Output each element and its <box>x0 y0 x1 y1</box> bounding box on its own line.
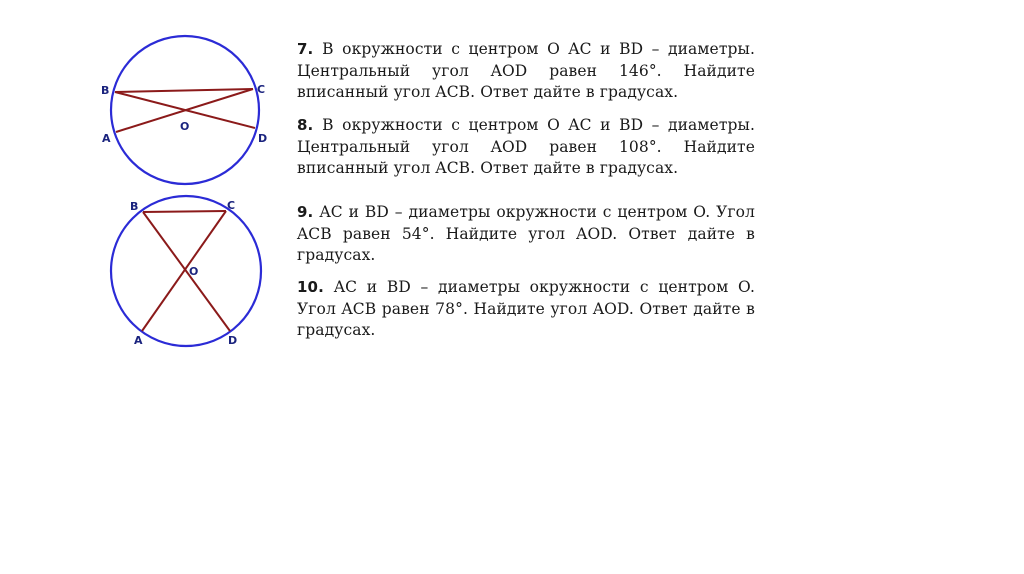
problem-text: В окружности с центром O AC и BD – диаметры. Центральный угол AOD равен 108°. Найдите вписанный угол ACB. Ответ дайте в градусах. <box>297 116 755 177</box>
diameter-bd-bottom <box>143 212 230 331</box>
problem-8 <box>297 115 755 180</box>
problem-text: AC и BD – диаметры окружности с центром O. Угол ACB равен 78°. Найдите угол AOD. Ответ дайте в градусах. <box>297 278 755 339</box>
geometry-figures <box>100 28 280 358</box>
label-b-bottom: B <box>130 200 139 213</box>
label-c-bottom: C <box>227 199 236 212</box>
figure-bottom <box>111 196 261 347</box>
problem-text: AC и BD – диаметры окружности с центром O. Угол ACB равен 54°. Найдите угол AOD. Ответ дайте в градусах. <box>297 203 755 264</box>
chord-bc-bottom <box>143 211 226 212</box>
label-d-top: D <box>258 132 268 145</box>
problem-10 <box>297 277 755 342</box>
problem-number: 10. <box>297 278 334 296</box>
problem-number: 7. <box>297 40 323 58</box>
label-o-bottom: O <box>189 265 199 278</box>
label-c-top: C <box>257 83 266 96</box>
label-d-bottom: D <box>228 334 238 347</box>
problem-9 <box>297 202 755 267</box>
label-o-top: O <box>180 120 190 133</box>
problem-7 <box>297 39 755 104</box>
chord-bc-top <box>115 89 253 92</box>
label-a-top: A <box>102 132 111 145</box>
problem-text: В окружности с центром O AC и BD – диаметры. Центральный угол AOD равен 146°. Найдите вписанный угол ACB. Ответ дайте в градусах. <box>297 40 755 101</box>
figure-top <box>101 36 267 184</box>
problem-number: 8. <box>297 116 323 134</box>
label-a-bottom: A <box>134 334 143 347</box>
problem-number: 9. <box>297 203 320 221</box>
label-b-top: B <box>101 84 110 97</box>
